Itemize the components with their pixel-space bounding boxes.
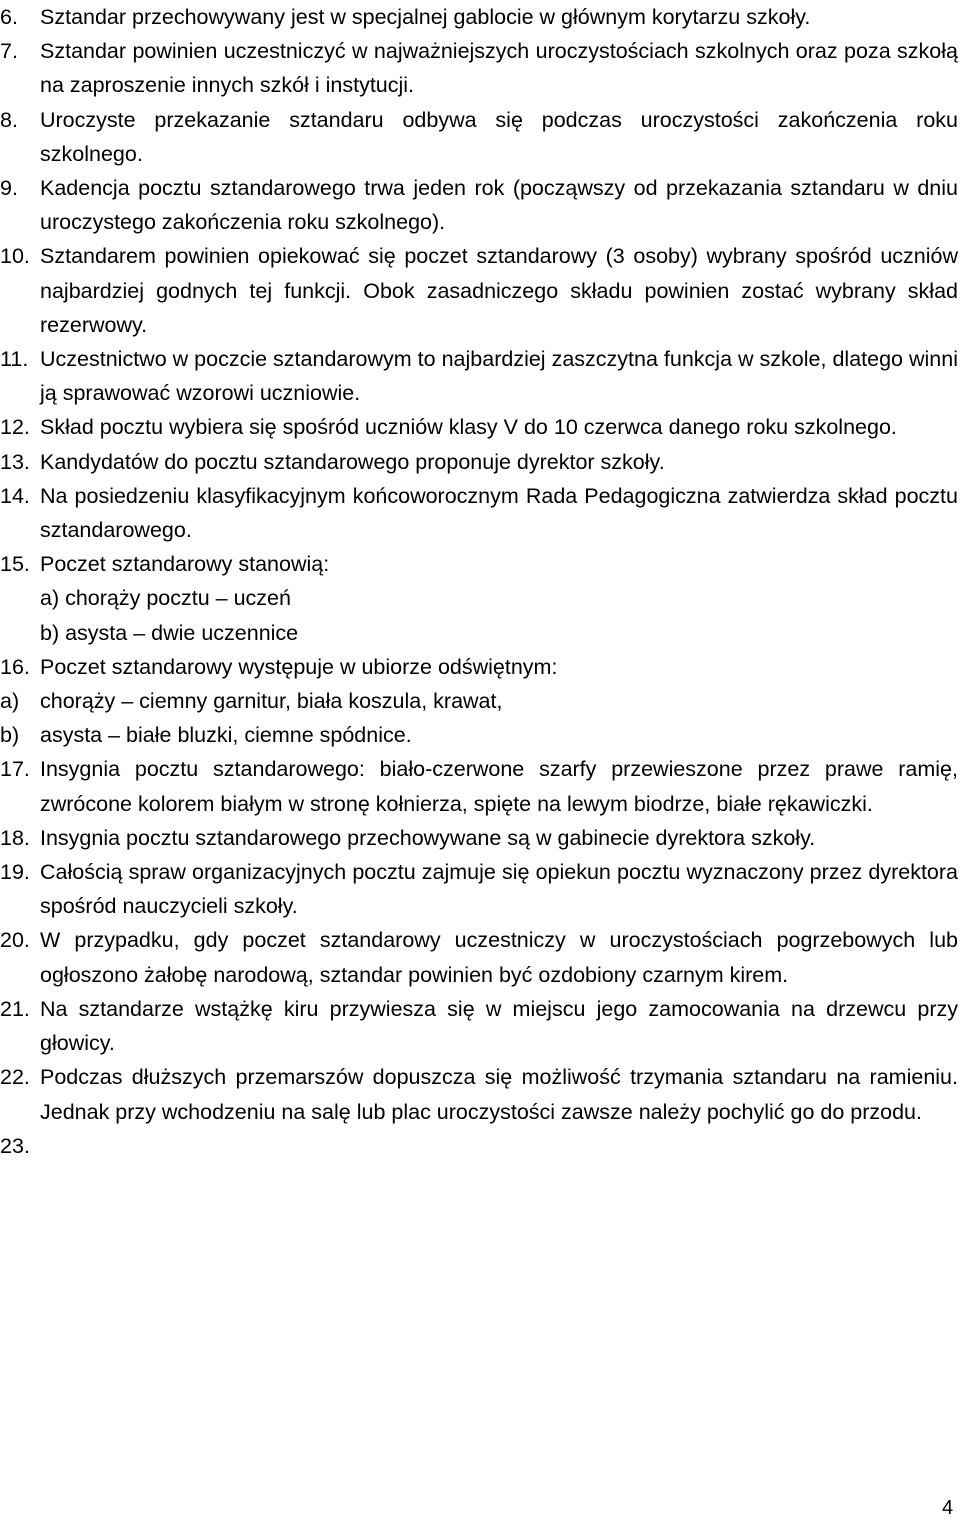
list-item [0,752,958,820]
list-item [0,410,958,444]
item-number: 11. [0,347,29,372]
sub-item [0,718,958,752]
item-number: 20. [0,928,30,953]
list-item [0,992,958,1060]
item-text: Na sztandarze wstążkę kiru przywiesza się w miejscu jego zamocowania na drzewcu przy głowicy. [40,996,958,1056]
item-number: 7. [0,39,18,64]
sub-item: a) chorąży pocztu – uczeń [40,586,291,611]
list-item [0,1060,958,1128]
list-item [0,0,958,34]
item-text: Uroczyste przekazanie sztandaru odbywa się podczas uroczystości zakończenia roku szkolnego. [40,107,958,166]
item-text: Sztandar powinien uczestniczyć w najważniejszych uroczystościach szkolnych oraz poza szkołą na zaproszenie innych szkół i instytucji. [40,39,958,98]
item-text: W przypadku, gdy poczet sztandarowy uczestniczy w uroczystościach pogrzebowych lub ogłoszono żałobę narodową, sztandar powinien być ozdobiony czarnym kirem. [40,928,958,987]
item-text: Całością spraw organizacyjnych pocztu zajmuje się opiekun pocztu wyznaczony przez dyrektora spośród nauczycieli szkoły. [40,860,958,919]
item-number: 19. [0,860,30,885]
sub-item [0,684,958,718]
item-text: Uczestnictwo w poczcie sztandarowym to najbardziej zaszczytna funkcja w szkole, dlatego winni ją sprawować wzorowi uczniowie. [40,347,958,406]
list-item [0,342,958,410]
list-item [0,650,958,684]
list-item [0,445,958,479]
item-number: 12. [0,415,30,440]
item-number: 8. [0,107,18,132]
list-item [0,855,958,923]
item-number: 6. [0,5,18,29]
item-number: 10. [0,244,30,269]
item-text: Kadencja pocztu sztandarowego trwa jeden rok (począwszy od przekazania sztandaru w dniu uroczystego zakończenia roku szkolnego). [40,176,958,235]
list-item [0,821,958,855]
item-number: 16. [0,654,30,679]
item-text: Insygnia pocztu sztandarowego: biało-czerwone szarfy przewieszone przez prawe ramię, zwrócone kolorem białym w stronę kołnierza, spięte na lewym biodrze, białe rękawiczki. [40,757,958,816]
item-text: Poczet sztandarowy stanowią: [40,552,330,577]
page-number: 4 [942,1497,954,1519]
item-text: Sztandarem powinien opiekować się poczet sztandarowy (3 osoby) wybrany spośród uczniów najbardziej godnych tej funkcji. Obok zasadniczego składu powinien zostać wybrany skład rezerwowy. [40,244,958,337]
sub-item-letter: a) [0,689,20,714]
item-text: Kandydatów do pocztu sztandarowego proponuje dyrektor szkoły. [40,449,665,474]
list-item [0,34,958,102]
item-number: 9. [0,176,18,201]
item-number: 14. [0,483,30,508]
item-text: Poczet sztandarowy występuje w ubiorze odświętnym: [40,654,558,679]
item-text: Insygnia pocztu sztandarowego przechowywane są w gabinecie dyrektora szkoły. [40,825,816,850]
item-number: 13. [0,449,30,474]
item-number: 15. [0,552,30,577]
sub-item-letter: b) [0,723,20,748]
list-item [0,171,958,239]
list-item [0,103,958,171]
item-text: Skład pocztu wybiera się spośród uczniów klasy V do 10 czerwca danego roku szkolnego. [40,415,897,440]
sub-item-text: chorąży – ciemny garnitur, biała koszula, krawat, [40,689,503,714]
list-item [0,239,958,342]
item-number: 21. [0,996,30,1021]
item-number: 18. [0,825,30,850]
item-text: Podczas dłuższych przemarszów dopuszcza się możliwość trzymania sztandaru na ramieniu. Jednak przy wchodzeniu na salę lub plac uroczystości zawsze należy pochylić go do przodu. [40,1065,958,1124]
sub-item-text: asysta – białe bluzki, ciemne spódnice. [40,723,412,748]
list-item [0,547,958,581]
item-text: Na posiedzeniu klasyfikacyjnym końcoworocznym Rada Pedagogiczna zatwierdza skład pocztu sztandarowego. [40,483,958,543]
item-number: 23. [0,1133,30,1158]
item-number: 17. [0,757,30,782]
sub-item: b) asysta – dwie uczennice [40,620,299,645]
list-item [0,923,958,991]
item-number: 22. [0,1065,30,1090]
item-text: Sztandar przechowywany jest w specjalnej gablocie w głównym korytarzu szkoły. [40,5,811,29]
list-item [0,479,958,547]
